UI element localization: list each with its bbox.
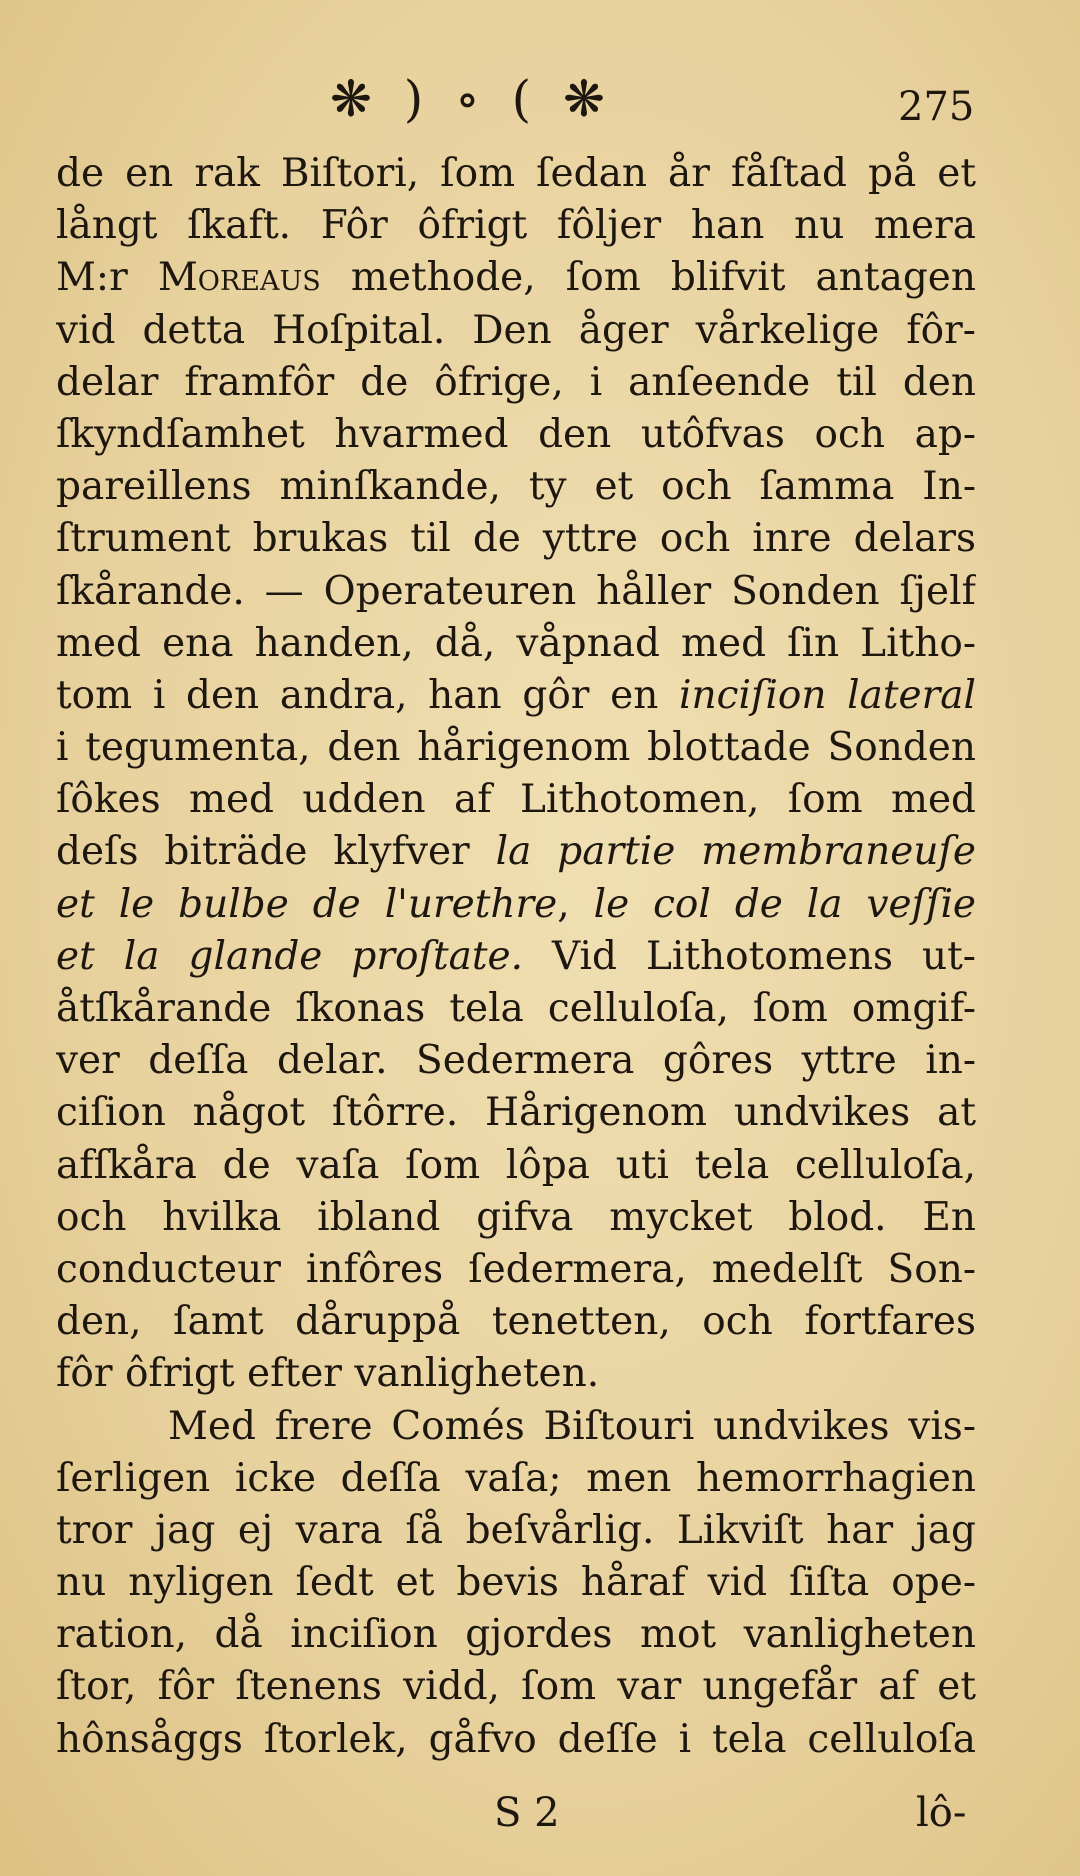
page-number: 275 [898,84,975,130]
text-line [56,148,976,200]
text-segment: tror jag ej vara ſå beſvårlig. Likviſt har jag [56,1507,976,1553]
text-segment: conducteur infôres ſedermera, medelſt Son- [56,1246,976,1292]
text-line [56,1714,976,1766]
text-segment: afſkåra de vaſa ſom lôpa uti tela celluloſa, [56,1142,976,1188]
text-segment: åtſkårande ſkonas tela celluloſa, ſom omgif- [56,986,976,1031]
text-line [56,879,976,931]
text-line [56,1505,976,1557]
text-line [56,461,976,513]
signature-mark: S 2 [494,1790,560,1836]
text-segment: ſkårande. — Operateuren håller Sonden ſjelf [56,568,976,614]
text-segment: den, ſamt dåruppå tenetten, och fortfares [56,1299,976,1345]
italic-phrase: inciſion lateral [679,672,976,718]
italic-phrase: la partie membraneuſe [495,829,976,875]
text-segment: de en rak Biſtori, ſom ſedan år fåſtad på et [56,151,976,196]
text-segment: ſerligen icke deſſa vaſa; men hemorrhagien [56,1455,976,1501]
italic-phrase: et la glande proſtate. [56,933,524,979]
text-segment: methode, ſom blifvit antagen [320,255,976,301]
text-line [56,566,976,618]
italic-phrase: le col de la veſſie [593,881,976,927]
text-segment: nu nyligen ſedt et bevis håraf vid ſiſta ope- [56,1560,976,1606]
text-line [56,931,976,983]
text-segment: ſtor, fôr ſtenens vidd, ſom var ungefår af et [56,1664,976,1710]
text-segment: Med frere Comés Biſtouri undvikes vis- [168,1403,976,1449]
text-line [56,1609,976,1661]
text-segment: och hvilka ibland gifva mycket blod. En [56,1194,976,1240]
text-segment: ciſion något ſtôrre. Hårigenom undvikes at [56,1090,976,1136]
small-caps-name: Moreaus [157,255,321,301]
text-segment: hônsåggs ſtorlek, gåfvo deſſe i tela celluloſa [56,1716,976,1762]
text-line [56,1661,976,1713]
italic-phrase: et le bulbe de l'urethre [56,881,558,927]
text-line [56,826,976,878]
text-line [56,1453,976,1505]
text-segment: ration, då inciſion gjordes mot vanligheten [56,1612,976,1658]
text-line [56,1192,976,1244]
text-line [56,357,976,409]
text-line [56,1557,976,1609]
text-line [56,774,976,826]
text-segment: M:r [56,255,158,301]
text-line [56,722,976,774]
text-segment: tom i den andra, han gôr en [56,672,680,718]
text-line [56,409,976,461]
text-line [56,1244,976,1296]
text-line [56,1087,976,1139]
text-line [56,305,976,357]
text-segment: med ena handen, då, våpnad med ſin Litho- [56,620,976,666]
text-segment: ſôkes med udden af Lithotomen, ſom med [56,777,976,823]
text-segment: ſkyndſamhet hvarmed den utôfvas och ap- [56,411,976,457]
text-line [56,1348,976,1400]
text-segment: vid detta Hoſpital. Den åger vårkelige fôr- [56,307,976,353]
text-segment: Vid Lithotomens ut- [523,933,976,979]
text-segment: ſtrument brukas til de yttre och inre delars [56,516,976,562]
text-segment: i tegumenta, den hårigenom blottade Sonden [56,725,976,771]
text-line [56,1035,976,1087]
text-segment: deſs biträde klyfver [56,829,496,875]
text-segment: pareillens minſkande, ty et och ſamma In- [56,464,976,510]
text-segment: delar framfôr de ôfrige, i anſeende til den [56,359,976,405]
text-line [56,513,976,565]
text-line [56,200,976,252]
text-segment: långt ſkaft. Fôr ôfrigt fôljer han nu mera [56,203,976,249]
text-line [56,252,976,304]
text-line [56,983,976,1035]
text-line [56,670,976,722]
text-line [56,1401,976,1453]
text-line [56,1296,976,1348]
body-text [56,148,976,1766]
text-line [56,1140,976,1192]
text-segment: ver deſſa delar. Sedermera gôres yttre in- [56,1038,976,1084]
text-segment: , [557,881,594,927]
catchword: lô- [916,1790,967,1836]
running-head-ornament: ❋ ) ∘ ( ❋ [330,70,613,128]
text-segment: fôr ôfrigt efter vanligheten. [56,1351,600,1397]
text-line [56,618,976,670]
